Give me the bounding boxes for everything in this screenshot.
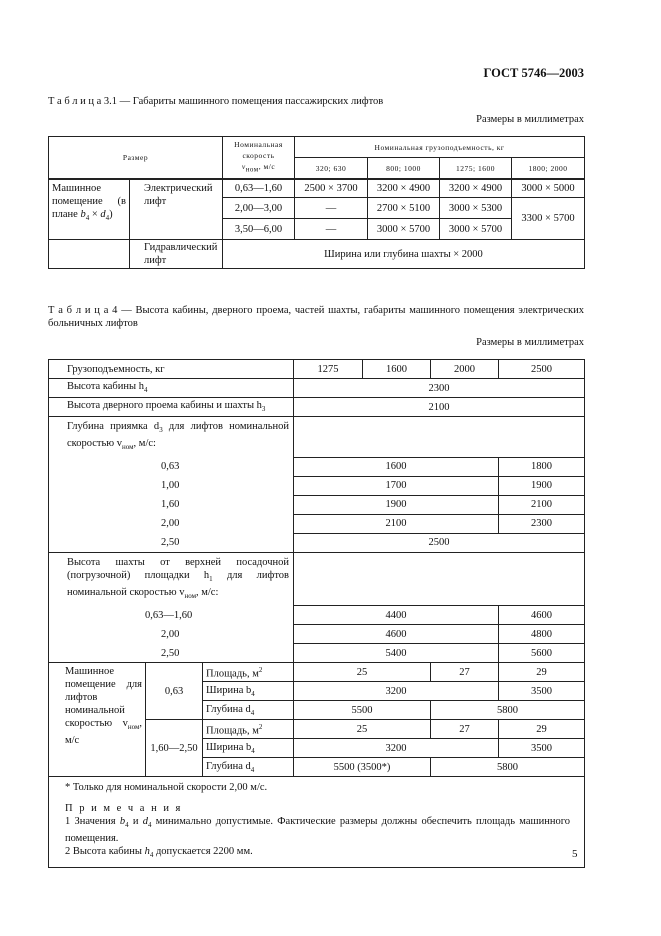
value-cell: 1900 xyxy=(499,476,585,495)
load-header-2: 800; 1000 xyxy=(368,158,440,180)
speed-cell: 0,63—1,60 xyxy=(49,606,294,625)
value-cell-merged: 3300 × 5700 xyxy=(512,198,585,240)
value-cell: 25 xyxy=(294,663,431,682)
value-cell: 5800 xyxy=(431,701,585,720)
value-cell: 27 xyxy=(431,720,499,739)
machine-room-label: Машинное помещение для лифтов номинальной скоростью $v_{ном}$, м/с xyxy=(49,663,146,777)
value-cell: 5800 xyxy=(431,758,585,777)
value-cell: 3200 xyxy=(294,682,499,701)
value-cell: 27 xyxy=(431,663,499,682)
page-number: 5 xyxy=(572,848,578,860)
value-cell: 3500 xyxy=(499,739,585,758)
pit-depth-label: Глубина приямка $d_3$ для лифтов номинальной скоростью $v_{ном}$, м/с: xyxy=(49,417,294,458)
table-3-1 xyxy=(48,136,585,269)
speed-cell: 1,00 xyxy=(49,476,294,495)
load-label: Грузоподъемность, кг xyxy=(49,360,294,379)
table-3-1-caption: Т а б л и ц а 3.1 — Габариты машинного помещения пассажирских лифтов xyxy=(48,96,384,107)
speed-cell: 1,60 xyxy=(49,495,294,514)
speed-cell: 2,00 xyxy=(49,514,294,533)
area-label: Площадь, $м^2$ xyxy=(203,720,294,739)
value-cell: — xyxy=(295,219,368,240)
value-cell: 5400 xyxy=(294,644,499,663)
value-cell: 25 xyxy=(294,720,431,739)
col-load-header: Номинальная грузоподъемность, кг xyxy=(295,137,585,158)
value-cell: 4600 xyxy=(294,625,499,644)
col-size-header: Размер xyxy=(49,137,223,180)
door-height-value: 2100 xyxy=(294,398,585,417)
value-cell: 3000 × 5000 xyxy=(512,179,585,198)
shaft-height-label: Высота шахты от верхней посадочной (погрузочной) площадки $h_1$ для лифтов номинальной скоростью $v_{ном}$, м/с: xyxy=(49,552,294,606)
table-4 xyxy=(48,359,585,868)
value-cell: 3000 × 5700 xyxy=(440,219,512,240)
speed-cell: 0,63—1,60 xyxy=(223,179,295,198)
value-cell: 3000 × 5700 xyxy=(368,219,440,240)
value-cell: 1800 xyxy=(499,457,585,476)
load-header-1: 320; 630 xyxy=(295,158,368,180)
value-cell: 2300 xyxy=(499,514,585,533)
table-4-units-note: Размеры в миллиметрах xyxy=(476,337,584,348)
speed-group-2: 1,60—2,50 xyxy=(146,720,203,777)
value-cell: 3500 xyxy=(499,682,585,701)
load-value: 1600 xyxy=(363,360,431,379)
note-1: 1 Значения $b_4$ и $d_4$ минимально допустимые. Фактические размеры должны обеспечить площадь машинного помещения. xyxy=(65,816,570,845)
value-cell: 2500 xyxy=(294,533,585,552)
table-notes xyxy=(49,777,585,867)
note-2: 2 Высота кабины $h_4$ допускается 2200 мм. xyxy=(65,846,253,860)
value-cell: 1600 xyxy=(294,457,499,476)
value-cell: 5500 (3500*) xyxy=(294,758,431,777)
table-4-caption: Т а б л и ц а 4 — Высота кабины, дверного проема, частей шахты, габариты машинного помещения электрических больничных лифтов xyxy=(48,305,584,329)
load-header-4: 1800; 2000 xyxy=(512,158,585,180)
value-cell: 29 xyxy=(499,663,585,682)
hydraulic-value: Ширина или глубина шахты × 2000 xyxy=(223,240,585,269)
door-height-label: Высота дверного проема кабины и шахты $h_3$ xyxy=(49,398,294,417)
value-cell: 4600 xyxy=(499,606,585,625)
value-cell: 3200 × 4900 xyxy=(440,179,512,198)
speed-cell: 0,63 xyxy=(49,457,294,476)
col-speed-header: Номинальная скорость $v_{ном}$, м/с xyxy=(223,137,295,180)
cabin-height-label: Высота кабины $h_4$ xyxy=(49,379,294,398)
value-cell: 29 xyxy=(499,720,585,739)
value-cell: 3200 xyxy=(294,739,499,758)
value-cell: 4400 xyxy=(294,606,499,625)
speed-cell: 2,50 xyxy=(49,533,294,552)
value-cell: 5500 xyxy=(294,701,431,720)
electric-lift-label: Электрический лифт xyxy=(130,179,223,240)
load-value: 1275 xyxy=(294,360,363,379)
width-label: Ширина $b_4$ xyxy=(203,739,294,758)
table-3-1-units-note: Размеры в миллиметрах xyxy=(476,114,584,125)
load-header-3: 1275; 1600 xyxy=(440,158,512,180)
value-cell: — xyxy=(295,198,368,219)
speed-cell: 2,00—3,00 xyxy=(223,198,295,219)
value-cell: 4800 xyxy=(499,625,585,644)
width-label: Ширина $b_4$ xyxy=(203,682,294,701)
value-cell: 2700 × 5100 xyxy=(368,198,440,219)
cabin-height-value: 2300 xyxy=(294,379,585,398)
load-value: 2000 xyxy=(431,360,499,379)
value-cell: 2100 xyxy=(499,495,585,514)
value-cell: 5600 xyxy=(499,644,585,663)
depth-label: Глубина $d_4$ xyxy=(203,758,294,777)
value-cell: 3000 × 5300 xyxy=(440,198,512,219)
load-value: 2500 xyxy=(499,360,585,379)
value-cell: 1700 xyxy=(294,476,499,495)
footnote: * Только для номинальной скорости 2,00 м/с. xyxy=(65,782,268,794)
area-label: Площадь, $м^2$ xyxy=(203,663,294,682)
value-cell: 2500 × 3700 xyxy=(295,179,368,198)
value-cell: 1900 xyxy=(294,495,499,514)
machine-room-label: Машинное помещение (в плане $b_4 \times d_4$) xyxy=(49,179,130,240)
hydraulic-lift-label: Гидравлический лифт xyxy=(130,240,223,269)
value-cell: 2100 xyxy=(294,514,499,533)
document-header: ГОСТ 5746—2003 xyxy=(483,66,584,80)
notes-title: П р и м е ч а н и я xyxy=(65,803,183,815)
value-cell: 3200 × 4900 xyxy=(368,179,440,198)
speed-group-1: 0,63 xyxy=(146,663,203,720)
speed-cell: 3,50—6,00 xyxy=(223,219,295,240)
speed-cell: 2,00 xyxy=(49,625,294,644)
speed-cell: 2,50 xyxy=(49,644,294,663)
depth-label: Глубина $d_4$ xyxy=(203,701,294,720)
